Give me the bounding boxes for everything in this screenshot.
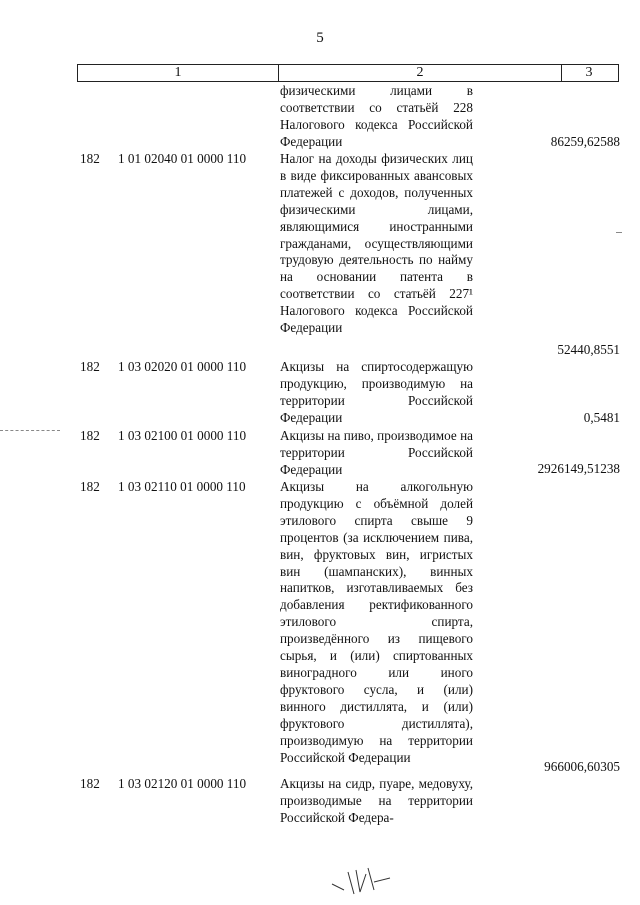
row-amount: 966006,60305	[544, 759, 620, 774]
row-text: Налог на доходы физических лиц в виде фиксированных авансовых платежей с доходов, полученных физическими лицами, являющимися иностранными гражданами, осуществляющими трудовую деятельность по найму на основании патента в соответствии со статьёй 227¹ Налогового кодекса Российской Федерации	[280, 151, 473, 336]
row-text: Акцизы на пиво, производимое на территории Российской Федерации	[280, 428, 473, 477]
row-amount: 52440,8551	[557, 342, 620, 357]
header-col-1: 1	[174, 65, 182, 80]
row-text: Акцизы на алкогольную продукцию с объёмной долей этилового спирта свыше 9 процентов (за исключением пива, вин, фруктовых вин, игристых вин (шампанских), винных напитков, изготавливаемых без добавления ректификованного этилового спирта, произведённого из пищевого сырья, и (или) спиртованных виноградного или иного фруктового сусла, и (или) винного дистиллята, и (или) фруктового дистиллята), производимую на территории Российской Федерации	[280, 479, 473, 765]
signature-mark	[330, 860, 400, 896]
row-kbk: 182	[80, 359, 100, 374]
row-amount: 0,5481	[583, 410, 620, 425]
row-kbk: 182	[80, 151, 100, 166]
row-code: 1 03 02020 01 0000 110	[118, 359, 247, 374]
scan-artifact-line	[0, 430, 60, 431]
row-kbk: 182	[80, 479, 100, 494]
row-code: 1 03 02100 01 0000 110	[118, 428, 247, 443]
scan-artifact-mark	[616, 232, 622, 233]
header-col-3: 3	[585, 65, 593, 80]
row-text: физическими лицами в соответствии со статьёй 228 Налогового кодекса Российской Федерации	[280, 83, 473, 149]
page-number: 5	[316, 30, 324, 46]
row-kbk: 182	[80, 776, 100, 791]
row-amount: 2926149,51238	[537, 461, 620, 476]
row-text: Акцизы на спиртосодержащую продукцию, производимую на территории Российской Федерации	[280, 359, 473, 425]
row-code: 1 03 02120 01 0000 110	[118, 776, 247, 791]
header-col-2: 2	[278, 65, 562, 81]
row-amount: 86259,62588	[550, 134, 620, 149]
table-header	[77, 64, 619, 82]
row-kbk: 182	[80, 428, 100, 443]
row-code: 1 01 02040 01 0000 110	[118, 151, 247, 166]
row-text: Акцизы на сидр, пуаре, медовуху, производимые на территории Российской Федера-	[280, 776, 473, 825]
row-code: 1 03 02110 01 0000 110	[118, 479, 246, 494]
